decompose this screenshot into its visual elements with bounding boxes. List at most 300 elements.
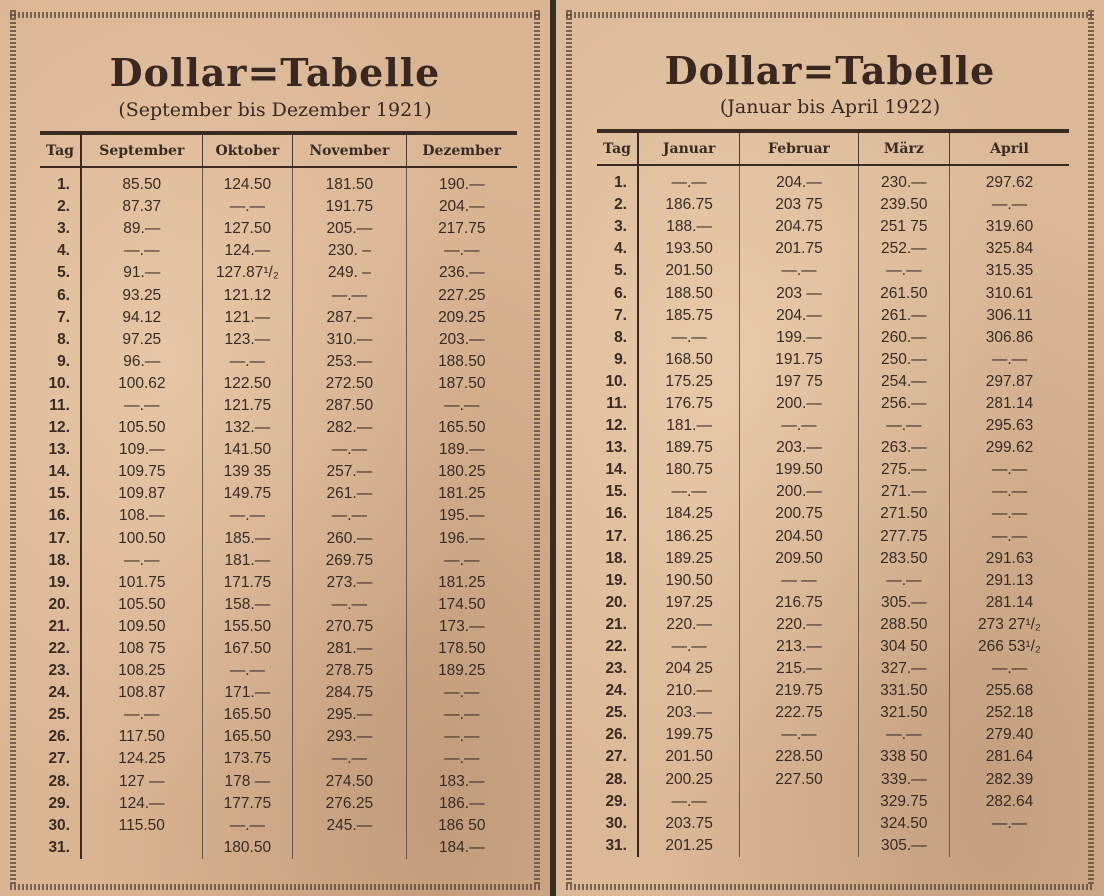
rate-cell: 203.—	[638, 702, 740, 724]
table-row	[40, 837, 517, 859]
rate-cell: 278.75	[293, 660, 406, 682]
rate-cell: —.—	[81, 704, 202, 726]
rate-cell: 180.75	[638, 459, 740, 481]
rate-cell: 283.50	[858, 548, 949, 570]
rate-cell: —.—	[638, 327, 740, 349]
rate-cell: 299.62	[949, 437, 1069, 459]
rate-cell: —.—	[406, 395, 517, 417]
column-header: April	[949, 131, 1069, 165]
rate-cell: 190.—	[406, 167, 517, 196]
table-body	[597, 165, 1069, 857]
decorative-border	[10, 884, 540, 890]
rate-cell: 200.75	[740, 503, 858, 525]
rate-cell: 329.75	[858, 791, 949, 813]
rate-cell: 210.—	[638, 680, 740, 702]
rate-cell: 109.75	[81, 461, 202, 483]
table-row	[597, 415, 1069, 437]
day-cell: 6.	[40, 284, 81, 306]
rate-cell: 91.—	[81, 262, 202, 284]
rate-cell: —.—	[949, 194, 1069, 216]
table-row	[40, 660, 517, 682]
rate-cell: —.—	[949, 349, 1069, 371]
rate-cell: 271.—	[858, 481, 949, 503]
table-row	[40, 748, 517, 770]
rate-cell: 89.—	[81, 218, 202, 240]
rate-cell: 181.25	[406, 483, 517, 505]
rate-cell: 109.87	[81, 483, 202, 505]
rate-cell: 178.50	[406, 638, 517, 660]
table-row	[40, 262, 517, 284]
page-subtitle: (September bis Dezember 1921)	[118, 99, 432, 121]
rate-cell: 197.25	[638, 592, 740, 614]
rate-cell: 108.87	[81, 682, 202, 704]
rate-cell: 252.—	[858, 238, 949, 260]
table-row	[597, 305, 1069, 327]
rate-cell: 127.87¹/₂	[202, 262, 293, 284]
rate-cell: 324.50	[858, 813, 949, 835]
table-row	[40, 572, 517, 594]
rate-cell: 165.50	[202, 704, 293, 726]
rate-cell: 306.86	[949, 327, 1069, 349]
rate-cell: 201.50	[638, 746, 740, 768]
rate-cell: 181.25	[406, 572, 517, 594]
rate-cell	[740, 835, 858, 857]
rate-cell: 209.50	[740, 548, 858, 570]
rate-cell: 217.75	[406, 218, 517, 240]
day-cell: 10.	[40, 373, 81, 395]
rate-cell: 184.—	[406, 837, 517, 859]
day-cell: 27.	[40, 748, 81, 770]
table-row	[40, 726, 517, 748]
rate-cell: 187.50	[406, 373, 517, 395]
page-subtitle: (Januar bis April 1922)	[719, 96, 941, 118]
rate-cell: 184.25	[638, 503, 740, 525]
rate-cell: 261.50	[858, 282, 949, 304]
rate-cell: 287.50	[293, 395, 406, 417]
day-cell: 11.	[597, 393, 638, 415]
rate-cell: 180.50	[202, 837, 293, 859]
rate-cell: 291.63	[949, 548, 1069, 570]
table-row	[597, 813, 1069, 835]
rate-cell: 97.25	[81, 329, 202, 351]
rate-cell: 239.50	[858, 194, 949, 216]
rate-cell: —.—	[638, 481, 740, 503]
column-header: November	[293, 133, 406, 167]
rate-cell: 108 75	[81, 638, 202, 660]
day-cell: 5.	[597, 260, 638, 282]
day-cell: 5.	[40, 262, 81, 284]
table-body	[40, 167, 517, 859]
rate-cell: 269.75	[293, 550, 406, 572]
table-row	[40, 218, 517, 240]
table-row	[40, 439, 517, 461]
rate-cell: 173.75	[202, 748, 293, 770]
rate-cell: 254.—	[858, 371, 949, 393]
rate-cell: 168.50	[638, 349, 740, 371]
rate-cell: —.—	[406, 240, 517, 262]
table-row	[597, 724, 1069, 746]
day-cell: 20.	[40, 594, 81, 616]
rate-cell: 273 27¹/₂	[949, 614, 1069, 636]
table-row	[597, 548, 1069, 570]
table-row	[597, 769, 1069, 791]
rate-cell: 250.—	[858, 349, 949, 371]
rate-cell: 127 —	[81, 771, 202, 793]
rate-cell: 260.—	[293, 528, 406, 550]
table-row	[40, 167, 517, 196]
rate-cell: 167.50	[202, 638, 293, 660]
day-cell: 12.	[597, 415, 638, 437]
rate-cell: 338 50	[858, 746, 949, 768]
rate-cell: —.—	[406, 704, 517, 726]
rate-cell: 174.50	[406, 594, 517, 616]
dollar-table	[597, 129, 1069, 857]
day-cell: 22.	[40, 638, 81, 660]
table-row	[40, 682, 517, 704]
table-row	[597, 746, 1069, 768]
rate-cell: —.—	[406, 748, 517, 770]
rate-cell: 297.87	[949, 371, 1069, 393]
day-cell: 31.	[597, 835, 638, 857]
table-row	[597, 216, 1069, 238]
table-row	[597, 371, 1069, 393]
day-cell: 15.	[597, 481, 638, 503]
day-cell: 13.	[597, 437, 638, 459]
rate-cell: 205.—	[293, 218, 406, 240]
day-cell: 30.	[597, 813, 638, 835]
rate-cell: 139 35	[202, 461, 293, 483]
rate-cell: 213.—	[740, 636, 858, 658]
table-header-row	[40, 133, 517, 167]
day-cell: 7.	[597, 305, 638, 327]
rate-cell: 141.50	[202, 439, 293, 461]
day-cell: 19.	[40, 572, 81, 594]
day-cell: 17.	[40, 528, 81, 550]
rate-cell: —.—	[293, 594, 406, 616]
table-row	[40, 793, 517, 815]
day-cell: 30.	[40, 815, 81, 837]
column-header: Oktober	[202, 133, 293, 167]
day-cell: 3.	[597, 216, 638, 238]
table-row	[40, 505, 517, 527]
rate-cell: 203 75	[740, 194, 858, 216]
rate-cell: 270.75	[293, 616, 406, 638]
rate-cell: 200.—	[740, 393, 858, 415]
rate-cell: 281.14	[949, 592, 1069, 614]
table-row	[597, 260, 1069, 282]
rate-cell: 85.50	[81, 167, 202, 196]
table-row	[40, 594, 517, 616]
rate-cell: —.—	[202, 196, 293, 218]
rate-cell: 282.—	[293, 417, 406, 439]
decorative-border	[566, 10, 572, 886]
table-row	[597, 165, 1069, 194]
rate-cell: —.—	[293, 505, 406, 527]
day-cell: 15.	[40, 483, 81, 505]
rate-cell: 100.50	[81, 528, 202, 550]
day-cell: 27.	[597, 746, 638, 768]
day-cell: 18.	[597, 548, 638, 570]
rate-cell: —.—	[81, 550, 202, 572]
rate-cell: 190.50	[638, 570, 740, 592]
rate-cell: 101.75	[81, 572, 202, 594]
rate-cell: 186 50	[406, 815, 517, 837]
table-row	[40, 307, 517, 329]
rate-cell: 284.75	[293, 682, 406, 704]
rate-cell: —.—	[949, 481, 1069, 503]
rate-cell: —.—	[858, 570, 949, 592]
rate-cell: 236.—	[406, 262, 517, 284]
rate-cell: 261.—	[858, 305, 949, 327]
rate-cell: —.—	[293, 439, 406, 461]
day-cell: 13.	[40, 439, 81, 461]
rate-cell: —.—	[406, 726, 517, 748]
day-cell: 8.	[40, 329, 81, 351]
table-row	[40, 616, 517, 638]
table-row	[40, 771, 517, 793]
rate-cell: 266 53¹/₂	[949, 636, 1069, 658]
day-cell: 1.	[40, 167, 81, 196]
rate-cell: 203.75	[638, 813, 740, 835]
rate-cell: —.—	[858, 724, 949, 746]
day-cell: 2.	[597, 194, 638, 216]
day-cell: 25.	[597, 702, 638, 724]
rate-cell: 339.—	[858, 769, 949, 791]
day-cell: 19.	[597, 570, 638, 592]
day-cell: 20.	[597, 592, 638, 614]
column-header: September	[81, 133, 202, 167]
rate-cell: 188.50	[406, 351, 517, 373]
day-cell: 14.	[40, 461, 81, 483]
rate-cell	[293, 837, 406, 859]
table-row	[40, 417, 517, 439]
table-row	[40, 240, 517, 262]
rate-cell: 186.—	[406, 793, 517, 815]
table-row	[597, 526, 1069, 548]
rate-cell: 331.50	[858, 680, 949, 702]
rate-cell: 220.—	[638, 614, 740, 636]
left-page	[0, 0, 550, 896]
day-cell: 18.	[40, 550, 81, 572]
rate-cell: —.—	[949, 526, 1069, 548]
rate-cell: 279.40	[949, 724, 1069, 746]
rate-cell: —.—	[949, 658, 1069, 680]
rate-cell: 245.—	[293, 815, 406, 837]
rate-cell: 121.12	[202, 284, 293, 306]
day-cell: 21.	[40, 616, 81, 638]
table-row	[40, 483, 517, 505]
rate-cell: 199.—	[740, 327, 858, 349]
rate-cell	[740, 813, 858, 835]
rate-cell: 293.—	[293, 726, 406, 748]
rate-cell: 263.—	[858, 437, 949, 459]
table-row	[40, 815, 517, 837]
rate-cell: 277.75	[858, 526, 949, 548]
rate-cell: 158.—	[202, 594, 293, 616]
day-cell: 23.	[40, 660, 81, 682]
rate-cell: 325.84	[949, 238, 1069, 260]
rate-cell: —.—	[638, 636, 740, 658]
rate-cell: 183.—	[406, 771, 517, 793]
day-cell: 7.	[40, 307, 81, 329]
table-row	[597, 636, 1069, 658]
column-header: Januar	[638, 131, 740, 165]
rate-cell: —.—	[293, 284, 406, 306]
table-row	[597, 459, 1069, 481]
table-row	[597, 614, 1069, 636]
rate-cell: 124.—	[202, 240, 293, 262]
table-row	[597, 282, 1069, 304]
table-row	[597, 791, 1069, 813]
decorative-border	[10, 12, 540, 18]
rate-cell: 305.—	[858, 592, 949, 614]
rate-cell: 121.75	[202, 395, 293, 417]
rate-cell: 105.50	[81, 417, 202, 439]
day-cell: 26.	[597, 724, 638, 746]
day-cell: 26.	[40, 726, 81, 748]
rate-cell: —.—	[406, 550, 517, 572]
day-cell: 8.	[597, 327, 638, 349]
table-row	[40, 638, 517, 660]
day-cell: 29.	[597, 791, 638, 813]
rate-cell: 327.—	[858, 658, 949, 680]
day-cell: 28.	[40, 771, 81, 793]
rate-cell: 185.—	[202, 528, 293, 550]
rate-cell: 122.50	[202, 373, 293, 395]
rate-cell: 204.—	[740, 305, 858, 327]
rate-cell: 201.25	[638, 835, 740, 857]
rate-cell: 189.25	[406, 660, 517, 682]
rate-cell: 297.62	[949, 165, 1069, 194]
rate-cell: 227.50	[740, 769, 858, 791]
rate-cell: —.—	[740, 724, 858, 746]
rate-cell: 251 75	[858, 216, 949, 238]
day-cell: 23.	[597, 658, 638, 680]
rate-cell: —.—	[202, 351, 293, 373]
day-cell: 17.	[597, 526, 638, 548]
rate-cell: 204.75	[740, 216, 858, 238]
column-header: Februar	[740, 131, 858, 165]
rate-cell: 253.—	[293, 351, 406, 373]
rate-cell: 185.75	[638, 305, 740, 327]
rate-cell: 200.25	[638, 769, 740, 791]
table-row	[597, 658, 1069, 680]
rate-cell: —.—	[406, 682, 517, 704]
rate-cell: 178 —	[202, 771, 293, 793]
rate-cell: 310.61	[949, 282, 1069, 304]
rate-cell: 281.—	[293, 638, 406, 660]
rate-cell: 176.75	[638, 393, 740, 415]
table-row	[597, 349, 1069, 371]
rate-cell: —.—	[638, 791, 740, 813]
table-row	[40, 704, 517, 726]
rate-cell: 203.—	[406, 329, 517, 351]
day-cell: 29.	[40, 793, 81, 815]
rate-cell: 109.50	[81, 616, 202, 638]
decorative-border	[566, 12, 1094, 18]
table-row	[40, 461, 517, 483]
table-row	[597, 238, 1069, 260]
day-cell: 9.	[40, 351, 81, 373]
rate-cell: —.—	[858, 415, 949, 437]
rate-cell: 274.50	[293, 771, 406, 793]
rate-cell: 215.—	[740, 658, 858, 680]
rate-cell: 204.—	[406, 196, 517, 218]
rate-cell	[949, 835, 1069, 857]
day-cell: 28.	[597, 769, 638, 791]
day-cell: 31.	[40, 837, 81, 859]
rate-cell: 121.—	[202, 307, 293, 329]
rate-cell: 200.—	[740, 481, 858, 503]
column-header: Dezember	[406, 133, 517, 167]
day-cell: 14.	[597, 459, 638, 481]
table-row	[40, 351, 517, 373]
table-header-row	[597, 131, 1069, 165]
rate-cell: —.—	[949, 813, 1069, 835]
rate-cell: 87.37	[81, 196, 202, 218]
day-cell: 11.	[40, 395, 81, 417]
rate-cell: 177.75	[202, 793, 293, 815]
rate-cell: 282.64	[949, 791, 1069, 813]
rate-cell: 209.25	[406, 307, 517, 329]
rate-cell: 186.75	[638, 194, 740, 216]
rate-cell: 276.25	[293, 793, 406, 815]
day-cell: 16.	[40, 505, 81, 527]
rate-cell: —.—	[81, 395, 202, 417]
rate-cell: 123.—	[202, 329, 293, 351]
page-title: Dollar=Tabelle	[664, 48, 996, 93]
rate-cell: 191.75	[740, 349, 858, 371]
rate-cell: —.—	[202, 660, 293, 682]
day-cell: 3.	[40, 218, 81, 240]
rate-cell: 257.—	[293, 461, 406, 483]
rate-cell: 109.—	[81, 439, 202, 461]
rate-cell: 197 75	[740, 371, 858, 393]
rate-cell: 115.50	[81, 815, 202, 837]
table-row	[40, 329, 517, 351]
table-row	[40, 528, 517, 550]
rate-cell: 94.12	[81, 307, 202, 329]
table-row	[40, 395, 517, 417]
rate-cell	[740, 791, 858, 813]
table-row	[597, 393, 1069, 415]
rate-cell: 189.75	[638, 437, 740, 459]
rate-cell: 175.25	[638, 371, 740, 393]
table-row	[597, 702, 1069, 724]
rate-cell: 272.50	[293, 373, 406, 395]
rate-cell: —.—	[740, 260, 858, 282]
rate-cell: 189.25	[638, 548, 740, 570]
day-cell: 24.	[597, 680, 638, 702]
rate-cell: 252.18	[949, 702, 1069, 724]
rate-cell: —.—	[81, 240, 202, 262]
rate-cell: 165.50	[406, 417, 517, 439]
table-row	[597, 835, 1069, 857]
table-row	[597, 327, 1069, 349]
rate-cell: 173.—	[406, 616, 517, 638]
rate-cell: 216.75	[740, 592, 858, 614]
rate-cell: 315.35	[949, 260, 1069, 282]
rate-cell: 188.—	[638, 216, 740, 238]
day-cell: 9.	[597, 349, 638, 371]
rate-cell: 304 50	[858, 636, 949, 658]
rate-cell: 319.60	[949, 216, 1069, 238]
rate-cell: 96.—	[81, 351, 202, 373]
rate-cell: —.—	[858, 260, 949, 282]
rate-cell: 186.25	[638, 526, 740, 548]
day-cell: 2.	[40, 196, 81, 218]
rate-cell	[81, 837, 202, 859]
